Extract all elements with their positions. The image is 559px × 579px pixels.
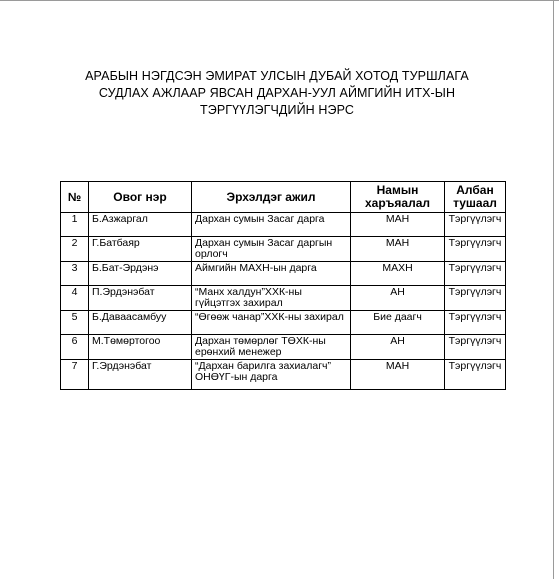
page-frame-right <box>553 0 554 579</box>
title-line-2: СУДЛАХ АЖЛААР ЯВСАН ДАРХАН-УУЛ АЙМГИЙН ИТХ-ЫН <box>98 86 456 100</box>
header-party: Намын харъяалал <box>351 182 445 213</box>
cell-no: 3 <box>61 262 89 286</box>
members-table <box>60 181 506 390</box>
header-position: Албан тушаал <box>445 182 506 213</box>
cell-name: Г.Эрдэнэбат <box>89 360 192 390</box>
cell-position: Тэргүүлэгч <box>445 311 506 335</box>
table-row <box>61 286 506 311</box>
cell-job: “Манх халдун”ХХК-ны гүйцэтгэх захирал <box>192 286 351 311</box>
document-title <box>40 68 514 119</box>
page-frame-top <box>0 0 559 1</box>
cell-no: 7 <box>61 360 89 390</box>
table-row <box>61 335 506 360</box>
cell-position: Тэргүүлэгч <box>445 360 506 390</box>
cell-no: 2 <box>61 237 89 262</box>
cell-position: Тэргүүлэгч <box>445 213 506 237</box>
title-line-3: ТЭРГҮҮЛЭГЧДИЙН НЭРС <box>200 103 354 117</box>
header-name: Овог нэр <box>89 182 192 213</box>
cell-name: П.Эрдэнэбат <box>89 286 192 311</box>
cell-position: Тэргүүлэгч <box>445 286 506 311</box>
cell-no: 6 <box>61 335 89 360</box>
table-header-row <box>61 182 506 213</box>
cell-name: М.Төмөртогоо <box>89 335 192 360</box>
cell-job: Дархан сумын Засаг дарга <box>192 213 351 237</box>
cell-name: Б.Азжаргал <box>89 213 192 237</box>
cell-position: Тэргүүлэгч <box>445 335 506 360</box>
cell-party: МАХН <box>351 262 445 286</box>
cell-party: МАН <box>351 213 445 237</box>
table-row <box>61 360 506 390</box>
cell-name: Б.Бат-Эрдэнэ <box>89 262 192 286</box>
cell-job: Дархан төмөрлөг ТӨХК-ны ерөнхий менежер <box>192 335 351 360</box>
table-row <box>61 311 506 335</box>
cell-job: Аймгийн МАХН-ын дарга <box>192 262 351 286</box>
cell-job: “Дархан барилга захиалагч” ОНӨҮГ-ын дарга <box>192 360 351 390</box>
cell-no: 1 <box>61 213 89 237</box>
cell-position: Тэргүүлэгч <box>445 237 506 262</box>
table-row <box>61 262 506 286</box>
cell-no: 5 <box>61 311 89 335</box>
cell-name: Г.Батбаяр <box>89 237 192 262</box>
cell-party: МАН <box>351 237 445 262</box>
table-row <box>61 237 506 262</box>
header-job: Эрхэлдэг ажил <box>192 182 351 213</box>
table-row <box>61 213 506 237</box>
cell-party: АН <box>351 335 445 360</box>
cell-party: АН <box>351 286 445 311</box>
header-no: № <box>61 182 89 213</box>
cell-party: МАН <box>351 360 445 390</box>
cell-party: Бие даагч <box>351 311 445 335</box>
cell-name: Б.Даваасамбуу <box>89 311 192 335</box>
cell-no: 4 <box>61 286 89 311</box>
title-line-1: АРАБЫН НЭГДСЭН ЭМИРАТ УЛСЫН ДУБАЙ ХОТОД ТУРШЛАГА <box>85 69 469 83</box>
cell-job: Дархан сумын Засаг даргын орлогч <box>192 237 351 262</box>
cell-position: Тэргүүлэгч <box>445 262 506 286</box>
cell-job: “Өгөөж чанар”ХХК-ны захирал <box>192 311 351 335</box>
